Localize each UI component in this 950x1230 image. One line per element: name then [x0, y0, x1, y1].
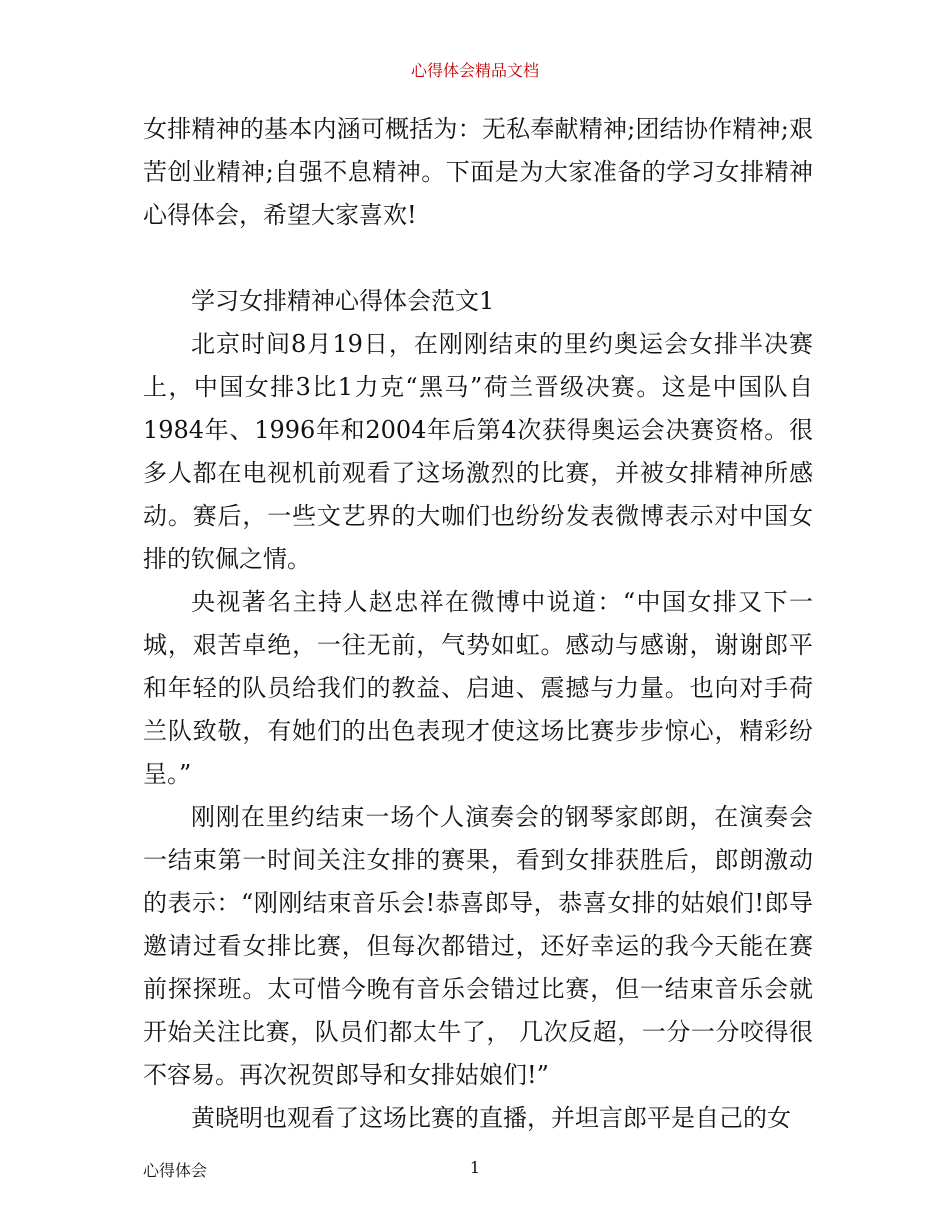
- intro-paragraph: 女排精神的基本内涵可概括为：无私奉献精神;团结协作精神;艰苦创业精神;自强不息精神。下面是为大家准备的学习女排精神心得体会，希望大家喜欢!: [143, 115, 813, 229]
- body-paragraph-4: 黄晓明也观看了这场比赛的直播，并坦言郎平是自己的女: [191, 1104, 791, 1132]
- body-paragraph-1: 北京时间8月19日，在刚刚结束的里约奥运会女排半决赛上，中国女排3比1力克“黑马”荷兰晋级决赛。这是中国队自1984年、1996年和2004年后第4次获得奥运会决赛资格。很多人都在电视机前观看了这场激烈的比赛，并被女排精神所感动。赛后，一些文艺界的大咖们也纷纷发表微博表示对中国女排的钦佩之情。: [143, 330, 813, 573]
- body-paragraph-3: 刚刚在里约结束一场个人演奏会的钢琴家郎朗，在演奏会一结束第一时间关注女排的赛果，看到女排获胜后，郎朗激动的表示：“刚刚结束音乐会!恭喜郎导，恭喜女排的姑娘们!郎导邀请过看女排比赛，但每次都错过，还好幸运的我今天能在赛前探探班。太可惜今晚有音乐会错过比赛，但一结束音乐会就开始关注比赛，队员们都太牛了， 几次反超，一分一分咬得很不容易。再次祝贺郎导和女排姑娘们!”: [143, 803, 813, 1089]
- section-title: 学习女排精神心得体会范文1: [191, 287, 495, 315]
- footer-label: 心得体会: [143, 1161, 208, 1180]
- page-header: 心得体会精品文档: [410, 61, 539, 80]
- page-number: 1: [469, 1158, 481, 1177]
- document-body: [143, 108, 813, 1140]
- body-paragraph-2: 央视著名主持人赵忠祥在微博中说道：“中国女排又下一城，艰苦卓绝，一往无前，气势如虹。感动与感谢，谢谢郎平和年轻的队员给我们的教益、启迪、震撼与力量。也向对手荷兰队致敬，有她们的出色表现才使这场比赛步步惊心，精彩纷呈。”: [143, 588, 813, 788]
